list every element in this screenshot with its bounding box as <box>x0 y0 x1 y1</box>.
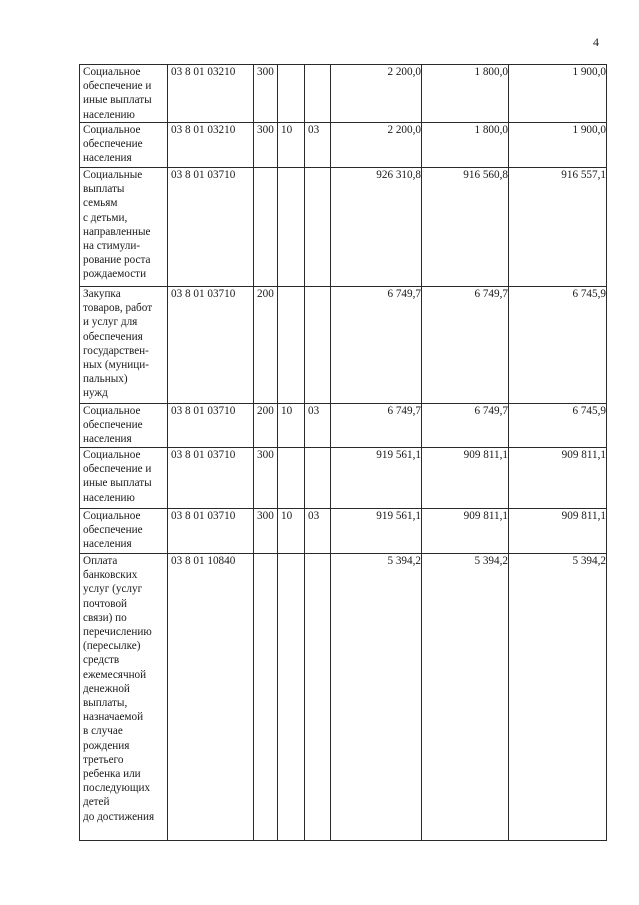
cell-code: 03 8 01 10840 <box>168 554 254 841</box>
name-line: Социальное <box>83 510 141 522</box>
cell-vr: 300 <box>254 448 278 509</box>
cell-code: 03 8 01 03710 <box>168 287 254 404</box>
cell-value-3: 6 745,9 <box>509 287 607 404</box>
cell-value-2: 6 749,7 <box>422 287 509 404</box>
cell-rz <box>278 448 305 509</box>
name-line: населению <box>83 491 135 504</box>
cell-value-1: 6 749,7 <box>331 287 422 404</box>
cell-rz <box>278 554 305 841</box>
name-line: Социальное <box>83 449 141 461</box>
name-line: населению <box>83 108 135 121</box>
cell-vr: 200 <box>254 404 278 448</box>
name-line: Социальные <box>83 169 143 181</box>
cell-code: 03 8 01 03710 <box>168 448 254 509</box>
name-line: обеспечение <box>83 524 143 537</box>
cell-vr <box>254 554 278 841</box>
name-line: обеспечения <box>83 330 143 343</box>
cell-vr: 300 <box>254 123 278 168</box>
name-line: средств <box>83 654 120 667</box>
name-line: Закупка <box>83 288 121 300</box>
name-line: рождения <box>83 739 130 752</box>
name-line: обеспечение <box>83 138 143 151</box>
cell-value-2: 1 800,0 <box>422 123 509 168</box>
name-line: Социальное <box>83 405 141 417</box>
name-line: пальных) <box>83 373 128 386</box>
cell-pr <box>305 65 331 123</box>
name-line: перечислению <box>83 626 152 639</box>
cell-pr <box>305 554 331 841</box>
name-line: обеспечение и <box>83 80 152 93</box>
name-line: государствен- <box>83 344 149 357</box>
cell-rz: 10 <box>278 123 305 168</box>
cell-code: 03 8 01 03710 <box>168 404 254 448</box>
cell-name <box>80 65 168 123</box>
cell-value-3: 909 811,1 <box>509 509 607 554</box>
cell-pr <box>305 287 331 404</box>
name-line: связи) по <box>83 611 127 624</box>
name-line: на стимули- <box>83 240 141 253</box>
cell-value-3: 916 557,1 <box>509 168 607 287</box>
name-line: населения <box>83 152 132 165</box>
cell-value-1: 6 749,7 <box>331 404 422 448</box>
cell-value-3: 5 394,2 <box>509 554 607 841</box>
name-line: детей <box>83 796 110 809</box>
cell-value-3: 1 900,0 <box>509 65 607 123</box>
cell-value-2: 916 560,8 <box>422 168 509 287</box>
cell-rz <box>278 287 305 404</box>
cell-name <box>80 509 168 554</box>
cell-value-2: 6 749,7 <box>422 404 509 448</box>
name-line: с детьми, <box>83 211 128 224</box>
table-row <box>80 554 607 841</box>
cell-code: 03 8 01 03710 <box>168 509 254 554</box>
cell-name <box>80 554 168 841</box>
name-line: ных (муници- <box>83 359 149 372</box>
cell-pr: 03 <box>305 509 331 554</box>
cell-value-2: 909 811,1 <box>422 448 509 509</box>
name-line: рование роста <box>83 254 151 267</box>
name-line: банковских <box>83 569 138 582</box>
name-line: иные выплаты <box>83 94 152 107</box>
cell-vr: 300 <box>254 65 278 123</box>
name-line: Оплата <box>83 555 118 567</box>
name-line: выплаты <box>83 183 125 196</box>
name-line: населения <box>83 433 132 446</box>
cell-name <box>80 404 168 448</box>
name-line: до достижения <box>83 810 155 823</box>
name-line: ежемесячной <box>83 668 147 681</box>
cell-value-2: 909 811,1 <box>422 509 509 554</box>
name-line: нужд <box>83 387 108 400</box>
cell-value-2: 1 800,0 <box>422 65 509 123</box>
table-row <box>80 65 607 123</box>
cell-value-1: 926 310,8 <box>331 168 422 287</box>
name-line: денежной <box>83 682 130 695</box>
cell-code: 03 8 01 03210 <box>168 123 254 168</box>
name-line: Социальное <box>83 66 141 78</box>
page-number: 4 <box>593 35 599 49</box>
cell-value-1: 919 561,1 <box>331 509 422 554</box>
cell-name <box>80 168 168 287</box>
cell-value-2: 5 394,2 <box>422 554 509 841</box>
name-line: обеспечение <box>83 419 143 432</box>
cell-value-3: 1 900,0 <box>509 123 607 168</box>
name-line: рождаемости <box>83 268 147 281</box>
cell-pr <box>305 448 331 509</box>
cell-rz <box>278 65 305 123</box>
name-line: товаров, работ <box>83 302 153 315</box>
cell-vr <box>254 168 278 287</box>
cell-value-1: 2 200,0 <box>331 65 422 123</box>
cell-value-1: 5 394,2 <box>331 554 422 841</box>
cell-vr: 300 <box>254 509 278 554</box>
cell-value-3: 6 745,9 <box>509 404 607 448</box>
table-row <box>80 448 607 509</box>
name-line: Социальное <box>83 124 141 136</box>
name-line: обеспечение и <box>83 463 152 476</box>
name-line: третьего <box>83 753 124 766</box>
cell-name <box>80 287 168 404</box>
cell-rz <box>278 168 305 287</box>
name-line: выплаты, <box>83 697 128 710</box>
cell-pr <box>305 168 331 287</box>
name-line: направленные <box>83 225 151 238</box>
name-line: (пересылке) <box>83 640 141 653</box>
table-row <box>80 123 607 168</box>
cell-value-3: 909 811,1 <box>509 448 607 509</box>
cell-value-1: 2 200,0 <box>331 123 422 168</box>
cell-name <box>80 123 168 168</box>
name-line: почтовой <box>83 597 128 610</box>
cell-pr: 03 <box>305 123 331 168</box>
cell-vr: 200 <box>254 287 278 404</box>
name-line: назначаемой <box>83 711 144 724</box>
cell-value-1: 919 561,1 <box>331 448 422 509</box>
table-row <box>80 168 607 287</box>
table-body <box>80 65 607 841</box>
name-line: населения <box>83 538 132 551</box>
table-row <box>80 509 607 554</box>
table-row <box>80 287 607 404</box>
budget-table <box>79 64 607 841</box>
name-line: ребенка или <box>83 768 141 781</box>
cell-code: 03 8 01 03710 <box>168 168 254 287</box>
cell-name <box>80 448 168 509</box>
cell-code: 03 8 01 03210 <box>168 65 254 123</box>
cell-pr: 03 <box>305 404 331 448</box>
table-row <box>80 404 607 448</box>
name-line: и услуг для <box>83 316 138 329</box>
name-line: в случае <box>83 725 123 738</box>
cell-rz: 10 <box>278 509 305 554</box>
name-line: последующих <box>83 782 151 795</box>
name-line: услуг (услуг <box>83 583 143 596</box>
cell-rz: 10 <box>278 404 305 448</box>
name-line: иные выплаты <box>83 477 152 490</box>
name-line: семьям <box>83 197 118 210</box>
